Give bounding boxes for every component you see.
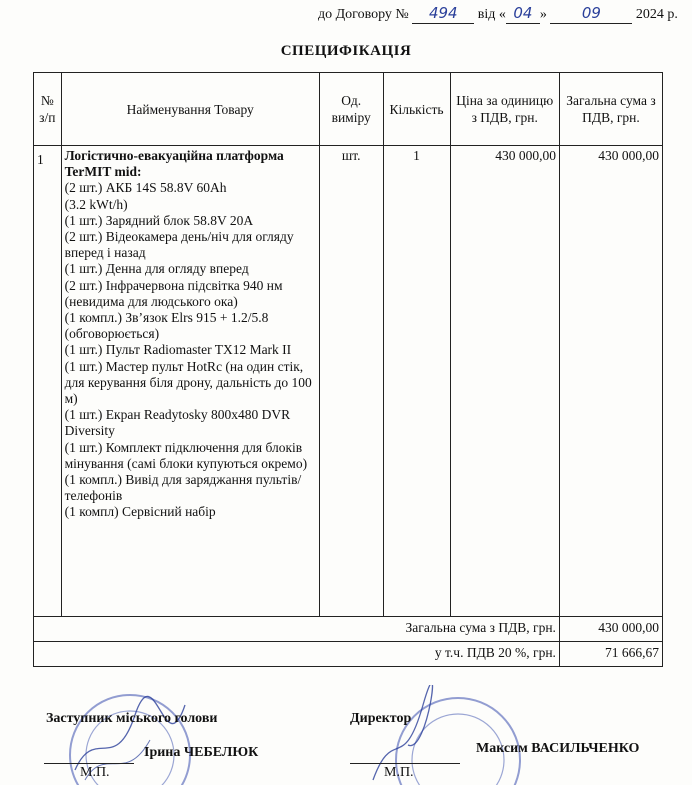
right-signature-line bbox=[350, 763, 460, 764]
contract-day: 04 bbox=[513, 4, 533, 22]
month-blank bbox=[550, 4, 632, 24]
component-line: (1 шт.) Пульт Radiomaster TX12 Mark II bbox=[64, 342, 292, 358]
header-name: Найменування Товару bbox=[61, 73, 319, 146]
total-value: 430 000,00 bbox=[559, 617, 662, 642]
component-line: (2 шт.) Інфрачервона підсвітка 940 нм (невидима для людського ока) bbox=[64, 277, 283, 309]
left-mp: М.П. bbox=[80, 765, 110, 780]
component-list bbox=[65, 180, 316, 520]
row-price: 430 000,00 bbox=[450, 146, 559, 617]
right-name: Максим ВАСИЛЬЧЕНКО bbox=[476, 741, 640, 756]
left-position: Заступник міського голови bbox=[46, 711, 218, 726]
row-num: 1 bbox=[34, 146, 62, 617]
header-qty: Кількість bbox=[383, 73, 450, 146]
day-blank bbox=[506, 4, 540, 24]
header-num: № з/п bbox=[34, 73, 62, 146]
component-line: (1 шт.) Денна для огляду вперед bbox=[64, 261, 249, 277]
component-line: (2 шт.) АКБ 14S 58.8V 60Ah bbox=[64, 180, 227, 196]
specification-table bbox=[33, 72, 663, 667]
product-title: Логістично-евакуаційна платформа TerMIT mid: bbox=[64, 148, 284, 180]
day-close: » bbox=[539, 7, 547, 22]
component-line: (1 шт.) Мастер пульт HotRc (на один стік, для керування біля дрону, дальність до 100 м) bbox=[64, 358, 312, 407]
total-row bbox=[34, 617, 663, 642]
contract-reference bbox=[318, 4, 678, 24]
component-line: (1 шт.) Екран Readytosky 800x480 DVR Diversity bbox=[64, 407, 291, 439]
from-label: від « bbox=[477, 7, 506, 22]
contract-number-blank bbox=[412, 4, 474, 24]
vat-label: у т.ч. ПДВ 20 %, грн. bbox=[34, 642, 560, 667]
row-name bbox=[61, 146, 319, 617]
row-total: 430 000,00 bbox=[559, 146, 662, 617]
vat-value: 71 666,67 bbox=[559, 642, 662, 667]
table-header-row bbox=[34, 73, 663, 146]
vat-row bbox=[34, 642, 663, 667]
total-label: Загальна сума з ПДВ, грн. bbox=[34, 617, 560, 642]
contract-prefix: до Договору № bbox=[318, 7, 409, 22]
component-line: (2 шт.) Відеокамера день/ніч для огляду вперед і назад bbox=[64, 229, 294, 261]
header-total: Загальна сума з ПДВ, грн. bbox=[559, 73, 662, 146]
table-row bbox=[34, 146, 663, 617]
row-unit: шт. bbox=[319, 146, 383, 617]
contract-year: 2024 р. bbox=[635, 7, 678, 22]
contract-number: 494 bbox=[428, 4, 458, 22]
component-line: (3.2 kWt/h) bbox=[64, 196, 128, 212]
left-signature-line bbox=[44, 763, 134, 764]
component-line: (1 шт.) Комплект підключення для блоків мінування (самі блоки купуються окремо) bbox=[64, 439, 308, 471]
right-mp: М.П. bbox=[384, 765, 414, 780]
component-line: (1 шт.) Зарядний блок 58.8V 20A bbox=[64, 212, 254, 228]
header-price: Ціна за одиницю з ПДВ, грн. bbox=[450, 73, 559, 146]
left-stamp-icon bbox=[55, 685, 205, 785]
component-line: (1 компл.) Зв’язок Elrs 915 + 1.2/5.8 (обговорюється) bbox=[64, 310, 269, 342]
row-qty: 1 bbox=[383, 146, 450, 617]
right-position: Директор bbox=[350, 711, 412, 726]
component-line: (1 компл.) Вивід для заряджання пультів/телефонів bbox=[64, 472, 302, 504]
left-name: Ірина ЧЕБЕЛЮК bbox=[144, 745, 259, 760]
component-line: (1 компл) Сервісний набір bbox=[64, 504, 216, 520]
contract-month: 09 bbox=[581, 4, 601, 22]
signature-block bbox=[0, 705, 692, 782]
header-unit: Од. виміру bbox=[319, 73, 383, 146]
page-title: СПЕЦИФІКАЦІЯ bbox=[280, 43, 412, 59]
